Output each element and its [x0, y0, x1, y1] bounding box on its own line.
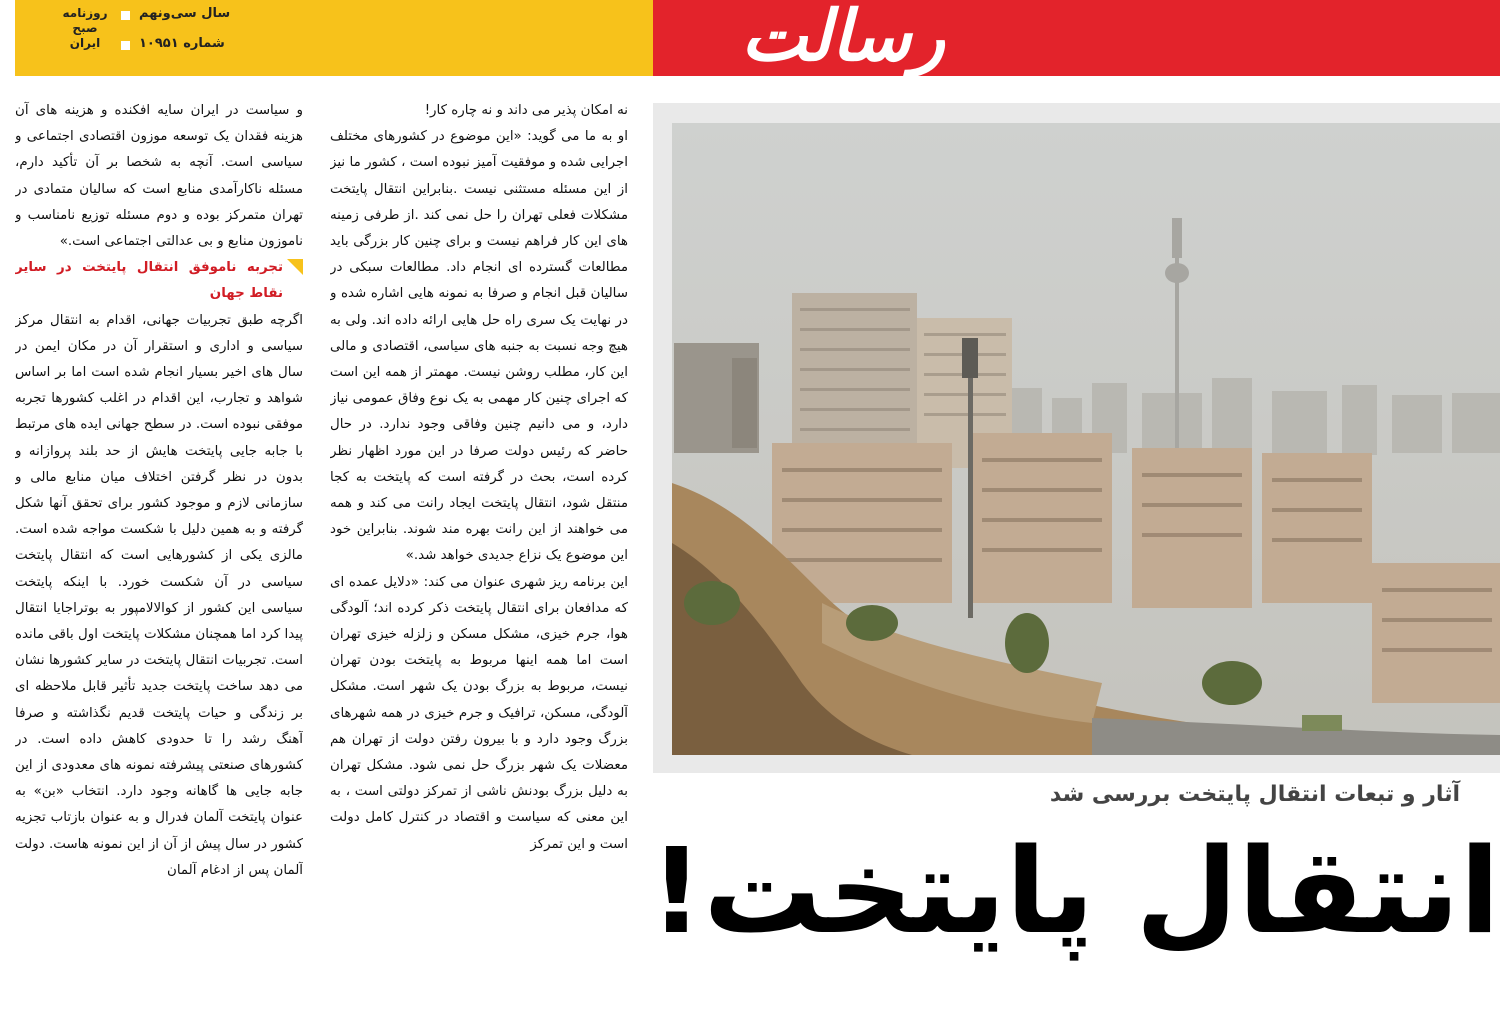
paper-name-line1: روزنامه — [62, 6, 108, 20]
paper-name — [55, 6, 115, 51]
column-paragraph: او به ما می گوید: «این موضوع در کشورهای مختلف اجرایی شده و موفقیت آمیز نبوده است ، کشور ما نیز از این مسئله مستثنی نیست .بنابراین انتقال پایتخت مشکلات فعلی تهران را حل نمی کند .از طرفی زمینه های این کار فراهم نیست و برای چنین کار بزرگی باید مطالعات گسترده ای انجام داد. مطالعات سبکی در سالیان قبل انجام و صرفا به نمونه هایی اشاره شده و در نهایت یک سری راه حل هایی ارائه داده اند. ولی به هیچ وجه نسبت به جنبه های سیاسی، اقتصادی و مالی این کار، مطلب روشن نیست. مهمتر از همه این است که اجرای چنین کار مهمی به یک نوع وفاق عمومی نیاز دارد، و می دانیم چنین وفاقی وجود ندارد. در حال حاضر که رئیس دولت صرفا در این مورد اظهار نظر کرده است، بحث در گرفته است که پایتخت به کجا منتقل شود، انتقال پایتخت ایجاد رانت می کند و همه می خواهند از این رانت بهره مند شوند. بنابراین خود این موضوع یک نزاع جدیدی خواهد شد.» — [330, 129, 628, 564]
newspaper-logo: رسالت — [741, 0, 945, 77]
section-subhead-text: تجربه ناموفق انتقال پایتخت در سایر نقاط جهان — [15, 260, 283, 302]
masthead-logo-bar — [653, 0, 1500, 76]
bullet-square-icon — [121, 11, 130, 20]
article-photo — [653, 103, 1500, 773]
city-skyline-photo — [672, 123, 1500, 755]
paper-name-line3: ایران — [69, 36, 101, 50]
column-paragraph: این برنامه ریز شهری عنوان می کند: «دلایل عمده ای که مدافعان برای انتقال پایتخت ذکر کرده اند؛ آلودگی هوا، جرم خیزی، مشکل مسکن و زلزله خیزی تهران است اما همه اینها مربوط به پایتخت بودن تهران نیست، مربوط به بزرگ بودن یک شهر است. مشکل آلودگی، مسکن، ترافیک و جرم خیزی در همه شهرهای بزرگ وجود دارد و با بیرون رفتن دولت از تهران هم معضلات یک شهر بزرگ حل نمی شود. مشکل تهران به دلیل بزرگ بودنش ناشی از تمرکز دولتی است ، به این معنی که سیاست و اقتصاد در کنترل کامل دولت است و این تمرکز — [330, 574, 628, 852]
article-column-left — [15, 98, 303, 1016]
article-column-middle — [330, 98, 628, 1016]
subhead-marker-icon — [287, 259, 303, 275]
column-paragraph: نه امکان پذیر می داند و نه چاره کار! — [424, 103, 628, 118]
paper-name-line2: صبح — [72, 21, 98, 35]
masthead-info-bar — [15, 0, 653, 76]
bullet-square-icon — [121, 41, 130, 50]
column-paragraph: و سیاست در ایران سایه افکنده و هزینه های آن هزینه فقدان یک توسعه موزون اقتصادی اجتماعی و سیاسی است. آنچه به شخصا بر آن تأکید دارم، مسئله ناکارآمدی منابع است که سالیان متمادی در تهران متمرکز بوده و دوم مسئله توزیع نامناسب و ناموزون منابع و بی عدالتی اجتماعی است.» — [15, 103, 303, 250]
section-subhead — [15, 255, 303, 307]
article-headline: انتقال پایتخت! — [649, 822, 1500, 960]
year-label: سال سی‌ونهم — [139, 6, 231, 21]
article-kicker: آثار و تبعات انتقال پایتخت بررسی شد — [1049, 782, 1460, 807]
issue-number: شماره ۱۰۹۵۱ — [139, 36, 225, 51]
column-paragraph: اگرچه طبق تجربیات جهانی، اقدام به انتقال مرکز سیاسی و اداری و استقرار آن در مکان ایمن در سال های اخیر بسیار انجام شده است اما بر اساس شواهد و تجارب، این اقدام در اغلب کشورها تجربه موفقی نبوده است. در سطح جهانی ایده های مرتبط با جابه جایی پایتخت هایش از حد بلند پروازانه و بدون در نظر گرفتن اختلاف میان منابع مالی و سازمانی لازم و موجود کشور برای تحقق آنها شکل گرفته و به همین دلیل با شکست مواجه شده است. مالزی یکی از کشورهایی است که انتقال پایتخت سیاسی در آن شکست خورد. با اینکه پایتخت سیاسی این کشور از کوالالامپور به بوتراجایا انتقال پیدا کرد اما همچنان مشکلات پایتخت اول باقی مانده است. تجربیات انتقال پایتخت در سایر کشورها نشان می دهد ساخت پایتخت جدید تأثیر قابل ملاحظه ای بر زندگی و حیات پایتخت قدیم نگذاشته و صرفا آهنگ رشد را تا حدودی کاهش داده است. در کشورهای صنعتی پیشرفته نمونه های معدودی از این جابه جایی ها گاهانه وجود دارد. انتخاب «بن» به عنوان پایتخت آلمان فدرال و به عنوان بازتاب تجزیه کشور در سال پیش از آن از این نمونه هاست. دولت آلمان پس از ادغام آلمان — [15, 312, 303, 878]
